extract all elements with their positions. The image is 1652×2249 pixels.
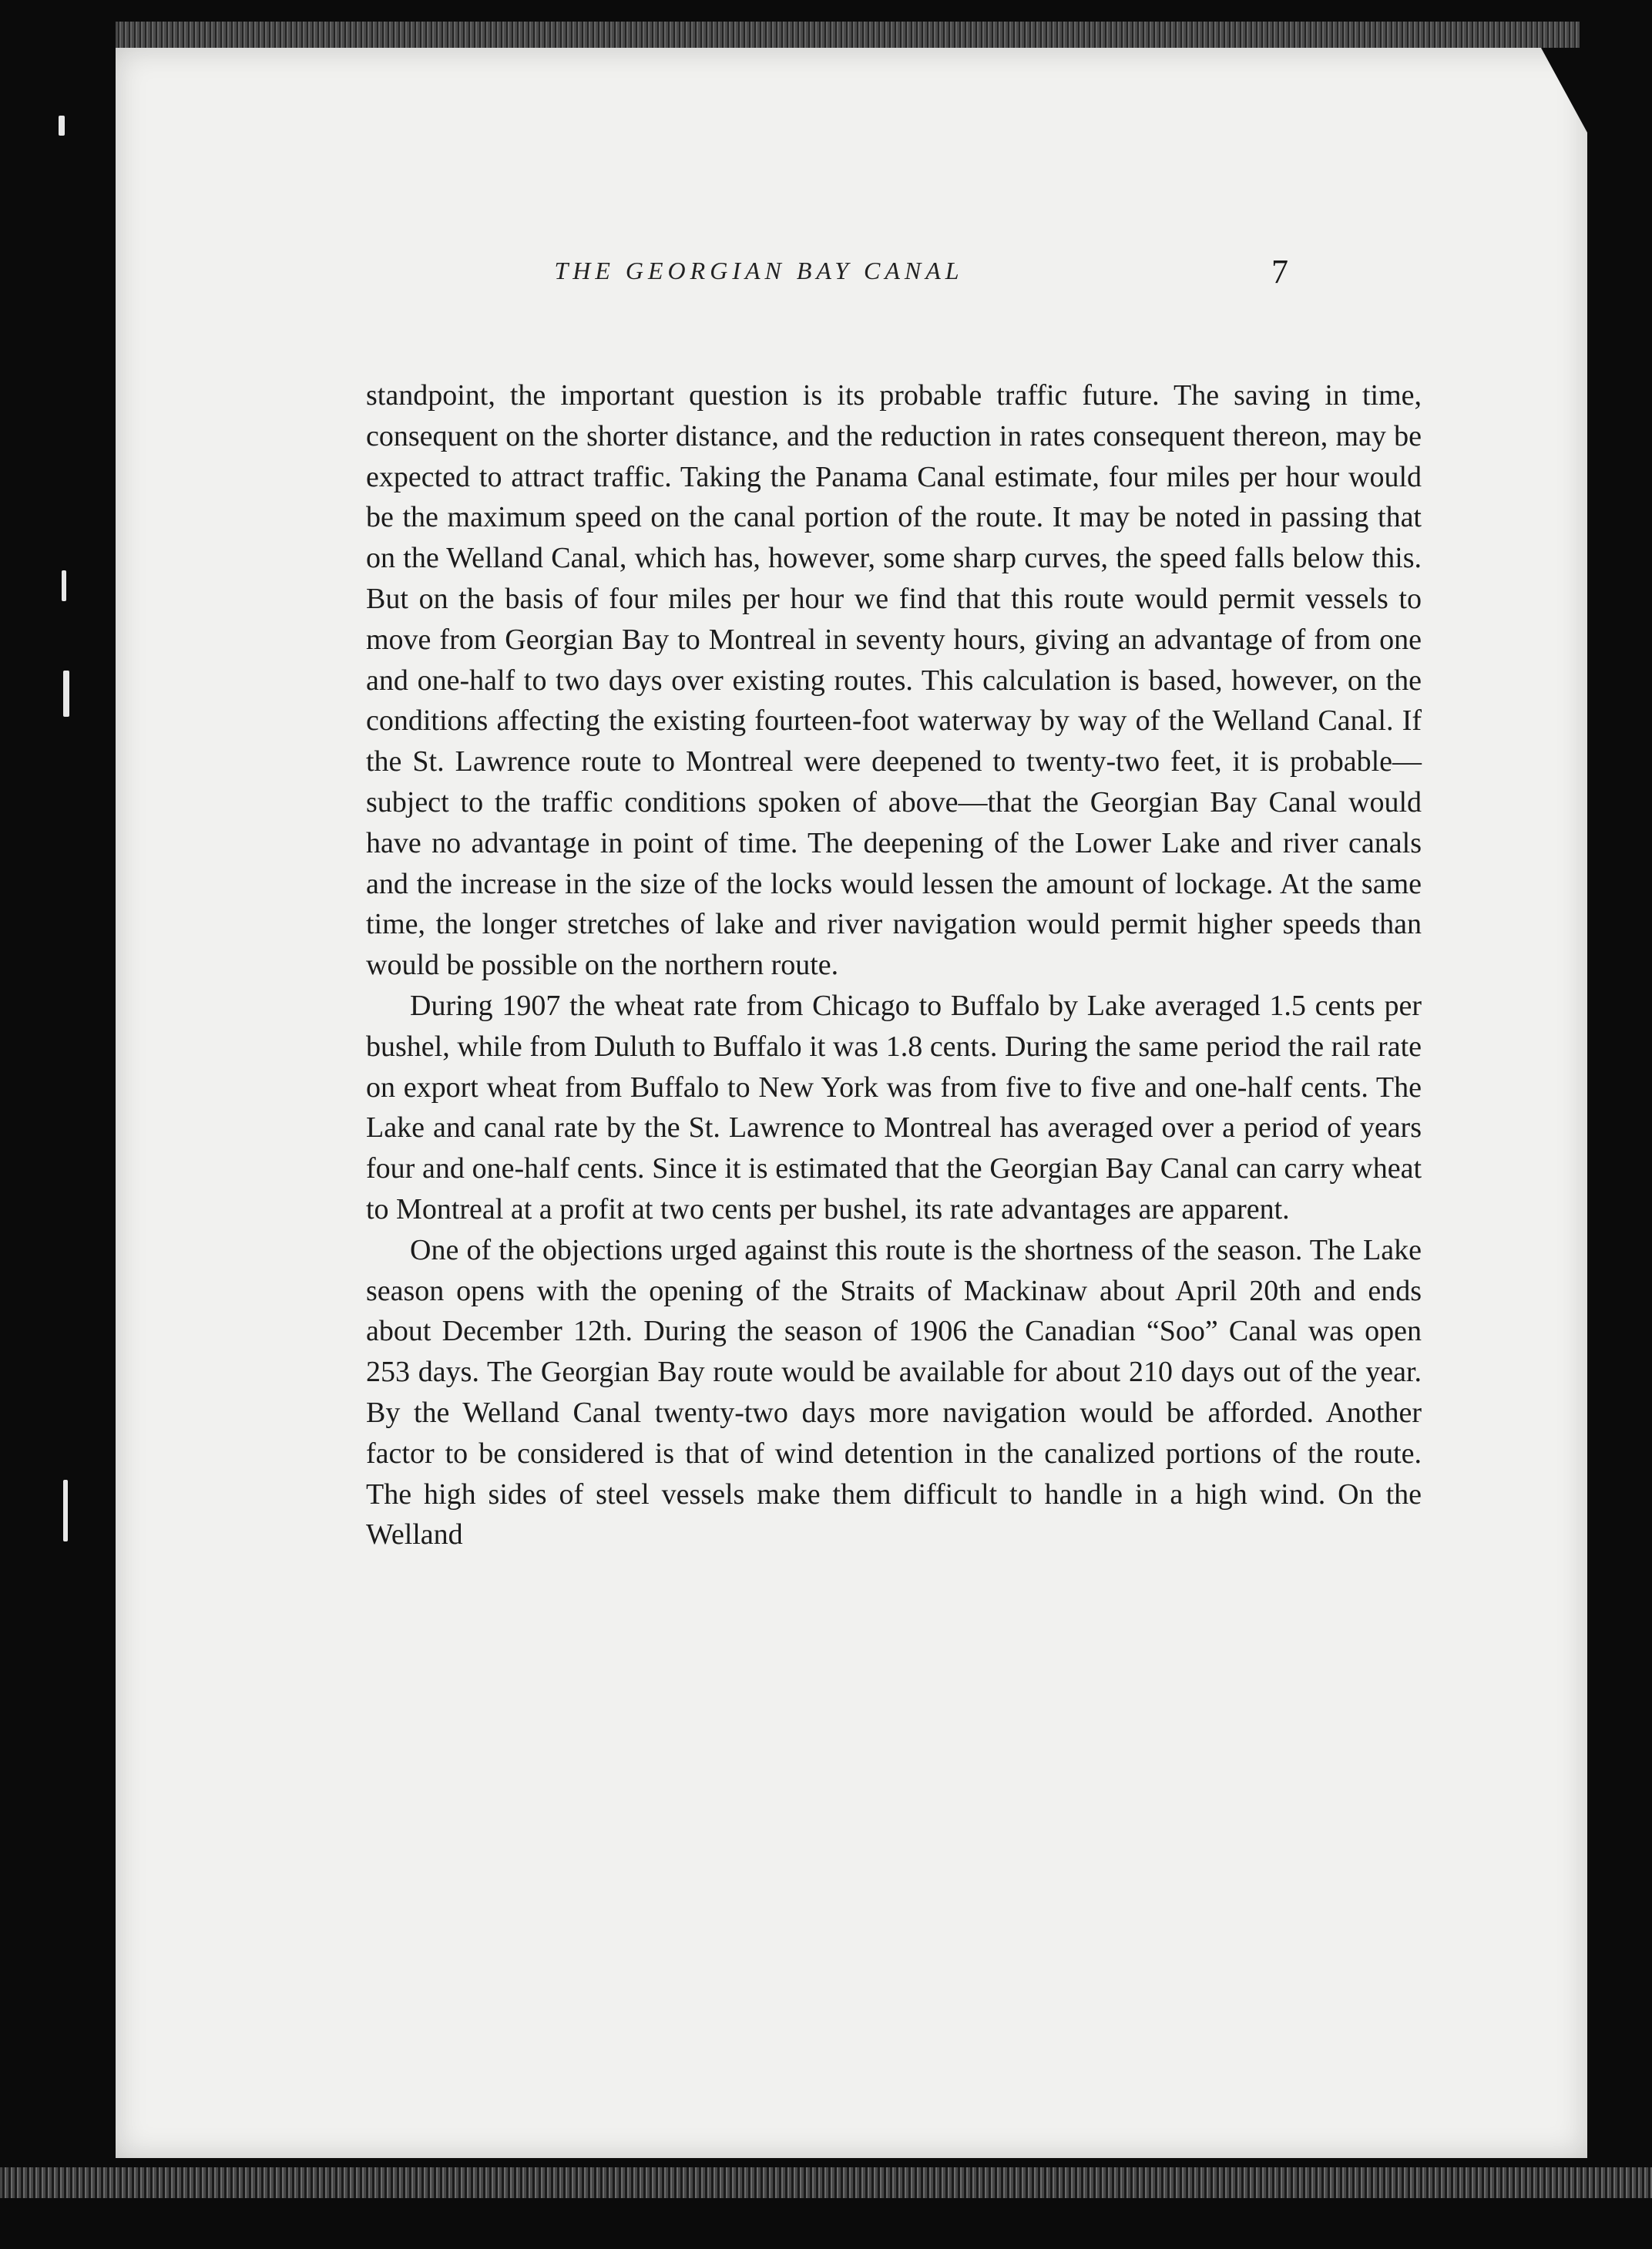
page-fold	[1541, 48, 1587, 133]
running-title: THE GEORGIAN BAY CANAL	[554, 257, 964, 284]
body-text	[366, 375, 1422, 1555]
margin-mark	[59, 116, 65, 136]
paragraph: During 1907 the wheat rate from Chicago to Buffalo by Lake averaged 1.5 cents per bushel, while from Duluth to Buffalo it was 1.8 cents. During the same period the rail rate on export wheat from Buffalo to New York was from five to five and one-half cents. The Lake and canal rate by the St. Lawrence to Montreal has averaged over a period of years four and one-half cents. Since it is estimated that the Georgian Bay Canal can carry wheat to Montreal at a profit at two cents per bushel, its rate advantages are apparent.	[366, 989, 1422, 1225]
page-number: 7	[1271, 253, 1288, 291]
paragraph: One of the objections urged against this route is the shortness of the season. The Lake season opens with the opening of the Straits of Mackinaw about April 20th and ends about December 12th. During the season of 1906 the Canadian “Soo” Canal was open 253 days. The Georgian Bay route would be available for about 210 days out of the year. By the Welland Canal twenty-two days more navigation would be afforded. Another factor to be considered is that of wind detention in the canalized portions of the route. The high sides of steel vessels make them difficult to handle in a high wind. On the Welland	[366, 1233, 1422, 1551]
paragraph: standpoint, the important question is its probable traffic future. The saving in time, consequent on the shorter distance, and the reduction in rates consequent thereon, may be expected to attract traffic. Taking the Panama Canal estimate, four miles per hour would be the maximum speed on the canal portion of the route. It may be noted in passing that on the Welland Canal, which has, however, some sharp curves, the speed falls below this. But on the basis of four miles per hour we find that this route would permit vessels to move from Georgian Bay to Montreal in seventy hours, giving an advantage of from one and one-half to two days over existing routes. This calculation is based, however, on the conditions affecting the existing fourteen-foot waterway by way of the Welland Canal. If the St. Lawrence route to Montreal were deepened to twenty-two feet, it is probable—subject to the traffic conditions spoken of above—that the Georgian Bay Canal would have no advantage in point of time. The deepening of the Lower Lake and river canals and the increase in the size of the locks would lessen the amount of lockage. At the same time, the longer stretches of lake and river navigation would permit higher speeds than would be possible on the northern route.	[366, 379, 1422, 982]
margin-mark	[62, 570, 66, 601]
margin-mark	[63, 1480, 68, 1541]
margin-mark	[63, 671, 69, 717]
scan-strip-bottom	[0, 2167, 1652, 2198]
document-page	[116, 48, 1587, 2158]
